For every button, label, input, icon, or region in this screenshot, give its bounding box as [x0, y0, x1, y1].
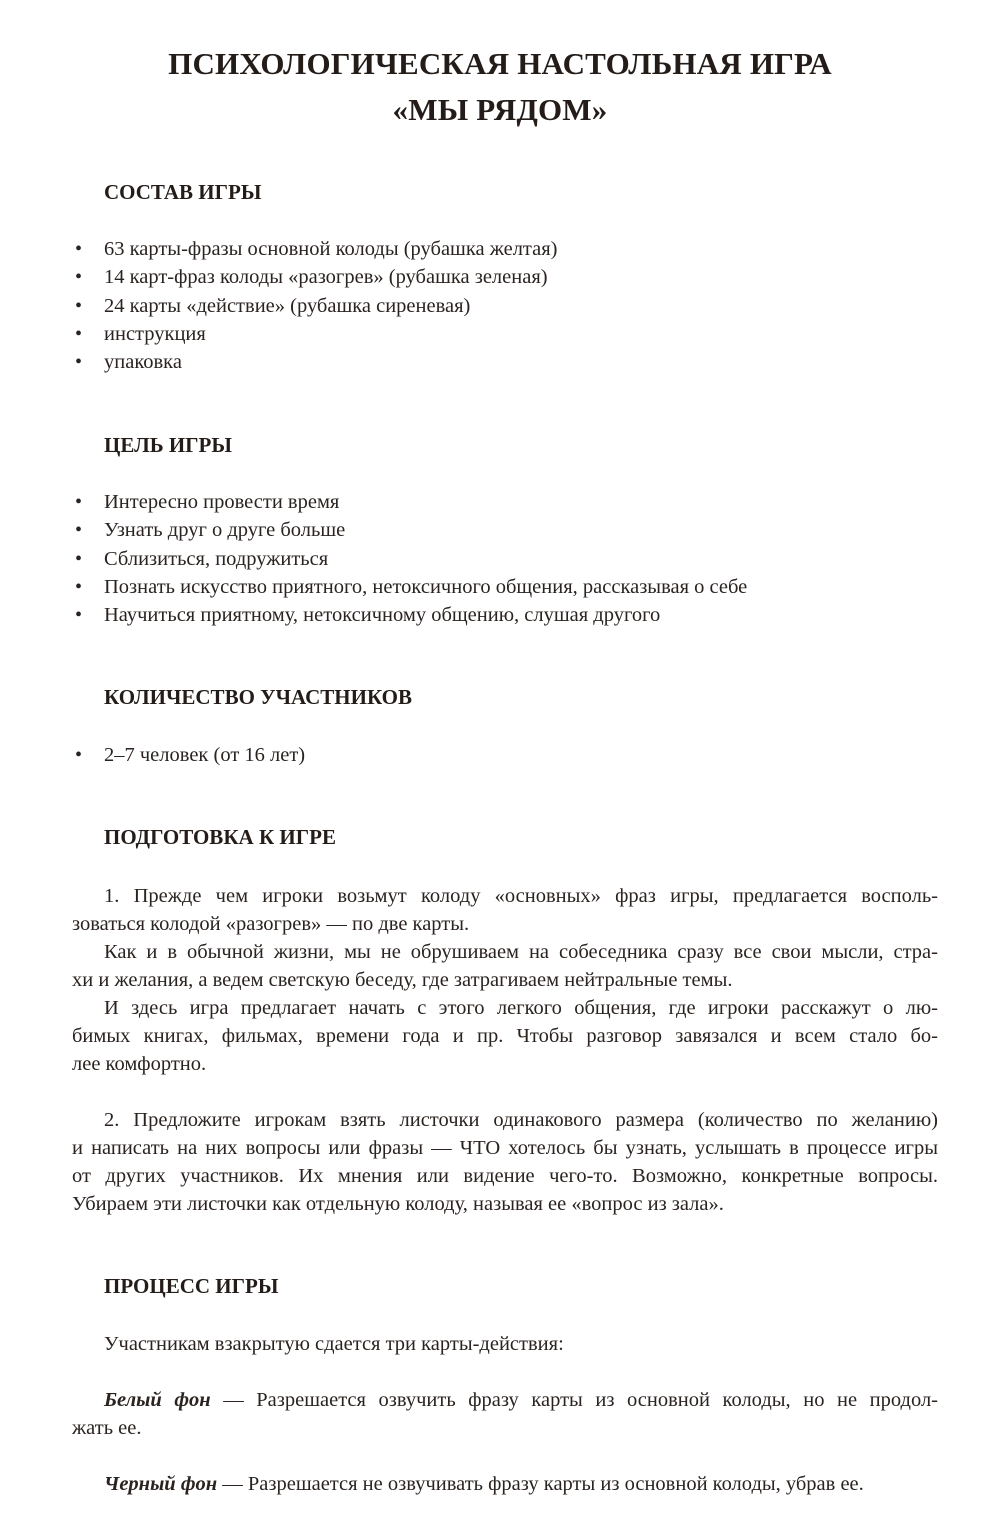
bullet-icon: • — [75, 238, 83, 260]
bullet-icon: • — [75, 744, 83, 766]
list-item: • 63 карты-фразы основной колоды (рубашка желтая) — [72, 235, 558, 263]
list-item: • инструкция — [72, 320, 558, 348]
white-card-label: Белый фон — [104, 1389, 211, 1411]
list-item: • Узнать друг о друге больше — [72, 516, 747, 544]
process-intro: Участникам взакрытую сдается три карты-действия: — [104, 1333, 564, 1355]
bullet-icon: • — [75, 604, 83, 627]
list-item: • 14 карт-фраз колоды «разогрев» (рубашка зеленая) — [72, 263, 558, 291]
preparation-p4-line2: и написать на них вопросы или фразы — ЧТО хотелось бы узнать, услышать в процессе игры — [72, 1137, 938, 1159]
bullet-icon: • — [75, 294, 83, 317]
bullet-icon: • — [75, 575, 83, 598]
composition-list — [72, 235, 558, 376]
goal-list — [72, 488, 747, 629]
document-title-line2: «МЫ РЯДОМ» — [392, 92, 608, 127]
section-heading-process: ПРОЦЕСС ИГРЫ — [104, 1274, 279, 1298]
preparation-p1-line2: зоваться колодой «разогрев» — по две карты. — [72, 913, 470, 935]
process-black-line1: Черный фон — Разрешается не озвучивать фразу карты из основной колоды, убрав ее. — [104, 1473, 864, 1495]
list-item: • Научиться приятному, нетоксичному общению, слушая другого — [72, 601, 747, 629]
section-heading-composition: СОСТАВ ИГРЫ — [104, 180, 262, 204]
preparation-p2-line1: Как и в обычной жизни, мы не обрушиваем на собеседника сразу все свои мысли, стра- — [104, 941, 938, 963]
preparation-p4-line3: от других участников. Их мнения или видение чего-то. Возможно, конкретные вопросы. — [72, 1165, 938, 1187]
preparation-p4-line1: 2. Предложите игрокам взять листочки одинакового размера (количество по желанию) — [104, 1109, 938, 1131]
list-item: • Познать искусство приятного, нетоксичного общения, рассказывая о себе — [72, 573, 747, 601]
section-heading-preparation: ПОДГОТОВКА К ИГРЕ — [104, 825, 336, 849]
bullet-icon: • — [75, 547, 83, 570]
bullet-icon: • — [75, 351, 83, 374]
preparation-p4-line4: Убираем эти листочки как отдельную колоду, называя ее «вопрос из зала». — [72, 1193, 724, 1215]
bullet-icon: • — [75, 266, 83, 289]
list-item: • Интересно провести время — [72, 488, 747, 516]
list-item: • 2–7 человек (от 16 лет) — [72, 741, 305, 769]
black-card-label: Черный фон — [104, 1473, 218, 1495]
process-white-line2: жать ее. — [72, 1417, 142, 1439]
bullet-icon: • — [75, 519, 83, 542]
section-heading-goal: ЦЕЛЬ ИГРЫ — [104, 433, 232, 457]
bullet-icon: • — [75, 491, 83, 513]
preparation-p3-line3: лее комфортно. — [72, 1053, 207, 1075]
preparation-p2-line2: хи и желания, а ведем светскую беседу, где затрагиваем нейтральные темы. — [72, 969, 733, 991]
bullet-icon: • — [75, 322, 83, 345]
preparation-p3-line2: бимых книгах, фильмах, времени года и пр. Чтобы разговор завязался и всем стало бо- — [72, 1025, 938, 1047]
process-white-line1: Белый фон — Разрешается озвучить фразу карты из основной колоды, но не продол- — [104, 1389, 939, 1411]
list-item: • упаковка — [72, 348, 558, 376]
list-item: • Сблизиться, подружиться — [72, 545, 747, 573]
players-list — [72, 741, 305, 769]
document-title-line1: ПСИХОЛОГИЧЕСКАЯ НАСТОЛЬНАЯ ИГРА — [168, 46, 832, 81]
preparation-p1-line1: 1. Прежде чем игроки возьмут колоду «основных» фраз игры, предлагается восполь- — [104, 885, 938, 907]
section-heading-players: КОЛИЧЕСТВО УЧАСТНИКОВ — [104, 685, 412, 709]
list-item: • 24 карты «действие» (рубашка сиреневая) — [72, 292, 558, 320]
preparation-p3-line1: И здесь игра предлагает начать с этого легкого общения, где игроки расскажут о лю- — [104, 997, 938, 1019]
